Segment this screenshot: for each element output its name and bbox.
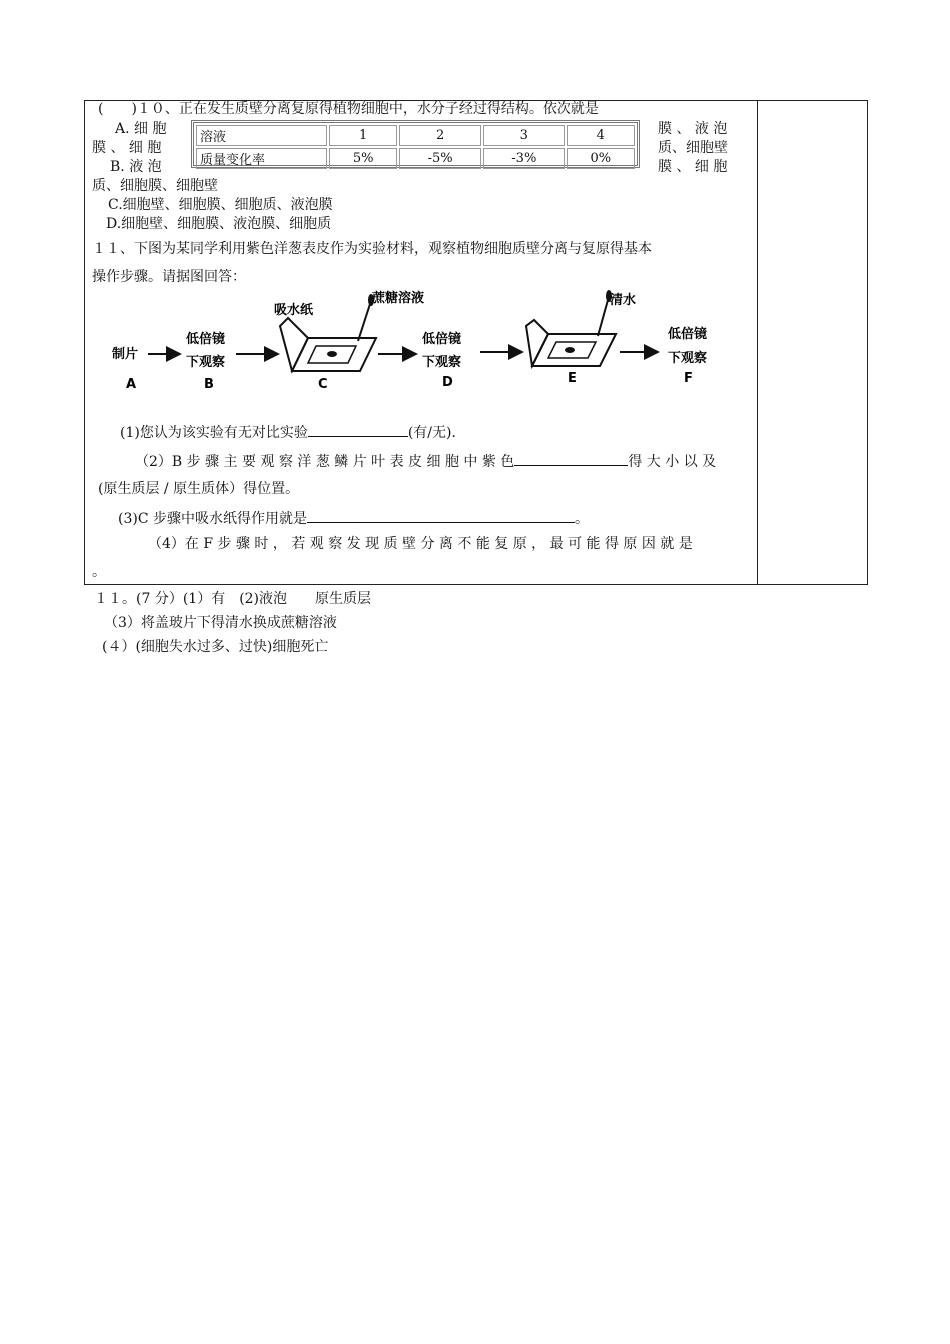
- q11-sub1-hint: (有/无)．: [407, 425, 466, 441]
- table-cell: 4: [567, 125, 635, 146]
- label-sucrose-solution: 蔗糖溶液: [372, 291, 425, 306]
- label-clear-water: 清水: [610, 293, 637, 308]
- table-cell: 1: [329, 125, 397, 146]
- answer-blank[interactable]: [308, 422, 408, 437]
- table-cell: 5%: [329, 148, 397, 169]
- q10-option-a: A. 细 胞: [115, 121, 167, 137]
- q10-option-c: C.细胞壁、细胞膜、细胞质、液泡膜: [108, 197, 333, 213]
- q10-stem: ( )１０、正在发生质壁分离复原得植物细胞中，水分子经过得结构。依次就是: [98, 101, 599, 117]
- q10-option-a-line2: 膜 、 细 胞: [92, 140, 162, 156]
- step-f-label2: 下观察: [668, 351, 708, 366]
- q10-option-a-line2-cont: 质、细胞壁: [658, 140, 728, 156]
- q11-sub3: [118, 508, 589, 528]
- q10-option-b-line2: 质、细胞膜、细胞壁: [92, 178, 218, 194]
- step-f-label: 低倍镜: [668, 327, 708, 342]
- q11-sub2-text: （2）B 步 骤 主 要 观 察 洋 葱 鳞 片 叶 表 皮 细 胞 中 紫 色: [135, 454, 515, 470]
- step-d-label2: 下观察: [422, 355, 462, 370]
- q10-option-d: D.细胞壁、细胞膜、液泡膜、细胞质: [106, 216, 332, 232]
- q11-sub1: [120, 422, 465, 442]
- step-a-letter: A: [126, 377, 137, 392]
- answer-blank[interactable]: [307, 508, 575, 523]
- step-f-letter: F: [684, 371, 693, 386]
- slide-with-water-icon: [526, 290, 616, 366]
- table-cell: 0%: [567, 148, 635, 169]
- q10-option-b-cont: 膜 、 细 胞: [658, 159, 728, 175]
- q11-stem-line2: 操作步骤。请据图回答：: [92, 269, 246, 285]
- step-a-label: 制片: [112, 347, 139, 362]
- step-d-label: 低倍镜: [422, 332, 462, 347]
- mass-change-table: [191, 120, 640, 168]
- answer-line-2: （3）将盖玻片下得清水换成蔗糖溶液: [104, 615, 337, 631]
- q11-sub2: [135, 451, 716, 471]
- answer-line-3: (４）(细胞失水过多、过快)细胞死亡: [102, 639, 329, 655]
- column-divider: [757, 101, 758, 584]
- step-d-letter: D: [442, 375, 453, 390]
- table-cell: 质量变化率: [196, 148, 327, 169]
- q10-option-b: B. 液 泡: [110, 159, 162, 175]
- table-cell: -5%: [399, 148, 481, 169]
- label-absorbent-paper: 吸水纸: [274, 303, 314, 318]
- q11-sub2-line2: (原生质层 / 原生质体）得位置。: [98, 481, 300, 497]
- step-b-letter: B: [204, 377, 214, 392]
- table-cell: -3%: [483, 148, 565, 169]
- table-cell: 3: [483, 125, 565, 146]
- table-row: [196, 125, 635, 146]
- q10-option-a-cont: 膜 、 液 泡: [658, 121, 728, 137]
- step-b-label: 低倍镜: [186, 332, 226, 347]
- q11-sub4: （4）在 F 步 骤 时 ， 若 观 察 发 现 质 壁 分 离 不 能 复 原 ， 最 可 能 得 原 因 就 是: [148, 536, 693, 552]
- answer-line-1: １１。(7 分）(1）有 (2)液泡 原生质层: [94, 591, 372, 607]
- step-c-letter: C: [318, 377, 328, 392]
- q11-sub1-text: (1)您认为该实验有无对比实验: [120, 425, 308, 441]
- step-b-label2: 下观察: [186, 355, 226, 370]
- q11-sub4-end: 。: [92, 564, 106, 580]
- table-row: [196, 148, 635, 169]
- q11-sub3-text: (3)C 步骤中吸水纸得作用就是: [118, 511, 307, 527]
- q11-stem: １１、下图为某同学利用紫色洋葱表皮作为实验材料，观察植物细胞质壁分离与复原得基本: [92, 241, 652, 257]
- table-cell: 2: [399, 125, 481, 146]
- table-cell: 溶液: [196, 125, 327, 146]
- q11-sub3-end: 。: [575, 511, 589, 527]
- q11-sub2-text-cont: 得 大 小 以 及: [628, 454, 717, 470]
- experiment-steps-diagram: [108, 286, 728, 396]
- answer-blank[interactable]: [514, 451, 628, 466]
- step-e-letter: E: [568, 371, 577, 386]
